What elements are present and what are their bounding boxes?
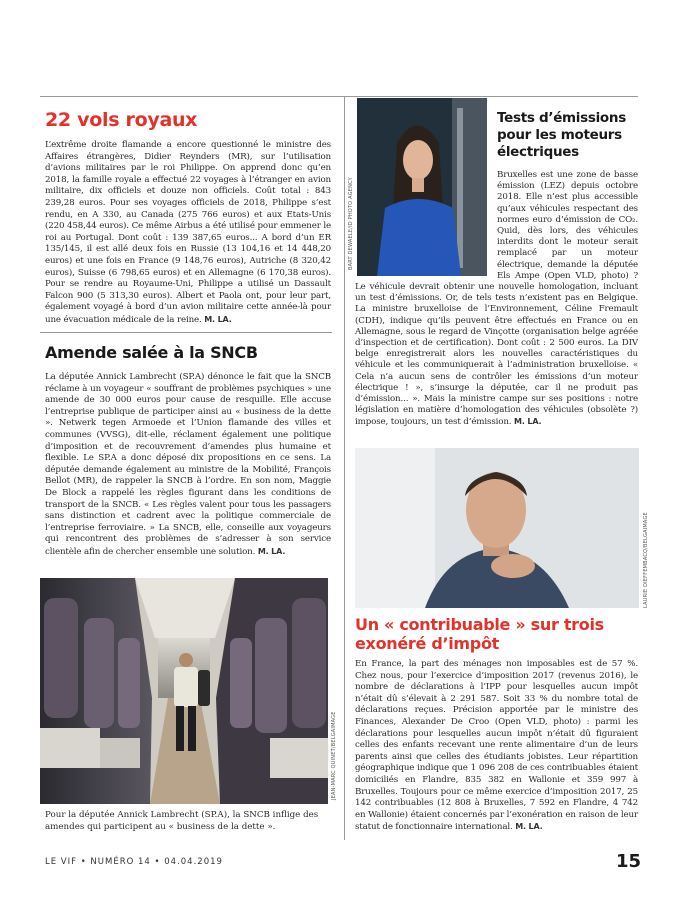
train-interior-photo — [40, 578, 328, 804]
article-vols-body — [45, 140, 331, 327]
article-tests-title: Tests d’émissions pour les moteurs électriques — [497, 110, 626, 160]
article-sncb-title: Amende salée à la SNCB — [45, 343, 258, 362]
article-vols — [45, 108, 331, 327]
article-contribuable-signature: M. LA. — [515, 822, 543, 832]
article-contribuable-title: Un « contribuable » sur trois exonéré d’impôt — [355, 615, 604, 653]
article-vols-title: 22 vols royaux — [45, 109, 198, 131]
article-sncb-body — [45, 372, 331, 559]
article-vols-signature: M. LA. — [204, 314, 232, 324]
footer-magazine-info: LE VIF • NUMÉRO 14 • 04.04.2019 — [45, 857, 223, 867]
tests-photo-credit: BART DEWAELE/ID PHOTO AGENCY — [348, 177, 354, 270]
column-divider — [344, 96, 345, 840]
article-tests-signature: M. LA. — [514, 417, 542, 427]
sncb-photo-credit: JEAN-MARC QUINET/BELGAIMAGE — [331, 711, 337, 800]
article-tests-body — [355, 170, 638, 429]
article-tests-text: Bruxelles est une zone de basse émission (LEZ) depuis octobre 2018. Elle n’est plus accessible qu’aux véhicules respectant des normes euro d’émission de CO₂. Quid, dès lors, des véhicules interdits dont le moteur serait remplacé par un moteur électrique, demande la députée Els Ampe (Open VLD, photo) ? Le véhicule devrait obtenir une nouvelle homologation, incluant un test d’émissions. Or, de tels tests n’existent pas en Belgique. La ministre bruxelloise de l’Environnement, Céline Fremault (CDH), indique qu’ils peuvent être effectués en France ou en Allemagne, sous le regard de Vinçotte (organisation belge agréée d’inspection et de certification). Dont coût : 2 500 euros. La DIV belge enregistrerait alors les nouvelles caractéristiques du véhicule et les communiquerait à l’administration bruxelloise. « Cela n’a aucun sens de contrôler les émissions d’un moteur électrique ! », s’insurge la députée, car il ne produit pas d’émission... ». Mais la ministre campe sur ses positions : notre législation en matière d’homologation des véhicules (obsolète ?) impose, toujours, un test d’émission. — [355, 170, 638, 428]
article-contribuable-text: En France, la part des ménages non imposables est de 57 %. Chez nous, pour l’exercice d’imposition 2017 (revenus 2016), le nombre de déclarations à l’IPP pour lesquelles aucun impôt n’était dû s’élevait à 2 291 587. Soit 33 % du nombre total de déclarations reçues. Précision apportée par le ministre des Finances, Alexander De Croo (Open VLD, photo) : parmi les déclarations pour lesquelles aucun impôt n’était dû figuraient celles des enfants recevant une rente alimentaire d’un de leurs parents ainsi que celles des étudiants jobistes. Leur répartition géographique indique que 1 096 208 de ces contribuables étaient domiciliés en Flandre, 835 382 en Wallonie et 359 997 à Bruxelles. Toujours pour ce même exercice d’imposition 2017, 25 142 contribuables (12 808 à Bruxelles, 7 592 en Flandre, 4 742 en Wallonie) étaient concernés par l’exonération en raison de leur statut de fonctionnaire international. — [355, 659, 638, 833]
article-tests — [355, 170, 638, 440]
article-tests-float — [355, 170, 497, 278]
article-sncb — [45, 342, 331, 559]
contribuable-photo-credit: LAURIE DIEFFEMBACQ/BELGAIMAGE — [643, 512, 649, 608]
article-contribuable — [355, 615, 638, 834]
article-vols-text: L’extrême droite flamande a encore questionné le ministre des Affaires étrangères, Didier Reynders (MR), sur l’utilisation d’avions militaires par le roi Philippe. On apprend donc qu’en 2018, la famille royale a effectué 22 voyages à l’étranger en avion militaire, dix officiels et douze non officiels. Coût total : 843 239,28 euros. Pour ses voyages officiels de 2018, Philippe s’est rendu, en A 330, au Canada (275 766 euros) et aux Etats-Unis (220 458,44 euros). Ce même Airbus a été utilisé pour emmener le roi au Portugal. Dont coût : 139 387,65 euros... A bord d’un ER 135/145, il est allé deux fois en Russie (13 104,16 et 14 448,20 euros) et une fois en France (9 148,76 euros), Autriche (8 320,42 euros), Suisse (6 798,65 euros) et en Allemagne (6 170,38 euros). Pour se rendre au Royaume-Uni, Philippe a utilisé un Dassault Falcon 900 (5 313,30 euros). Albert et Paola ont, pour leur part, également voyagé à bord d’un avion militaire cette année-là pour une évacuation médicale de la reine. — [45, 140, 331, 325]
train-illustration — [40, 578, 328, 804]
de-croo-photo — [355, 448, 639, 608]
article-tests-title-box — [497, 110, 637, 161]
sncb-photo-caption: Pour la députée Annick Lambrecht (SP.A), la SNCB inflige des amendes qui participent au « business de la dette ». — [45, 810, 319, 832]
article-contribuable-body — [355, 659, 638, 834]
article-sncb-signature: M. LA. — [257, 546, 286, 556]
page-number: 15 — [616, 851, 642, 872]
top-rule — [40, 96, 638, 97]
separator-vols-sncb — [40, 332, 332, 333]
portrait-man-illustration — [355, 448, 639, 608]
article-sncb-text: La députée Annick Lambrecht (SP.A) dénonce le fait que la SNCB réclame à un voyageur « souffrant de problèmes psychiques » une amende de 30 000 euros pour cause de resquille. Elle accuse l’entreprise publique de participer ainsi au « business de la dette ». Netwerk tegen Armoede et l’Union flamande des villes et communes (VVSG), dit-elle, réclament également une politique d’imposition et de recouvrement d’amendes plus humaine et flexible. Le SP.A a donc déposé dix propositions en ce sens. La députée demande également au ministre de la Mobilité, François Bellot (MR), de rappeler la SNCB à l’ordre. En son nom, Maggie De Block a rappelé les règles figurant dans les conditions de transport de la SNCB. « Les règles valent pour tous les passagers sans distinction et cadrent avec la politique commerciale de l’entreprise ferroviaire. » La SNCB, elle, conseille aux voyageurs qui rencontrent des problèmes de s’adresser à son service clientèle afin de chercher ensemble une solution. — [45, 372, 331, 557]
